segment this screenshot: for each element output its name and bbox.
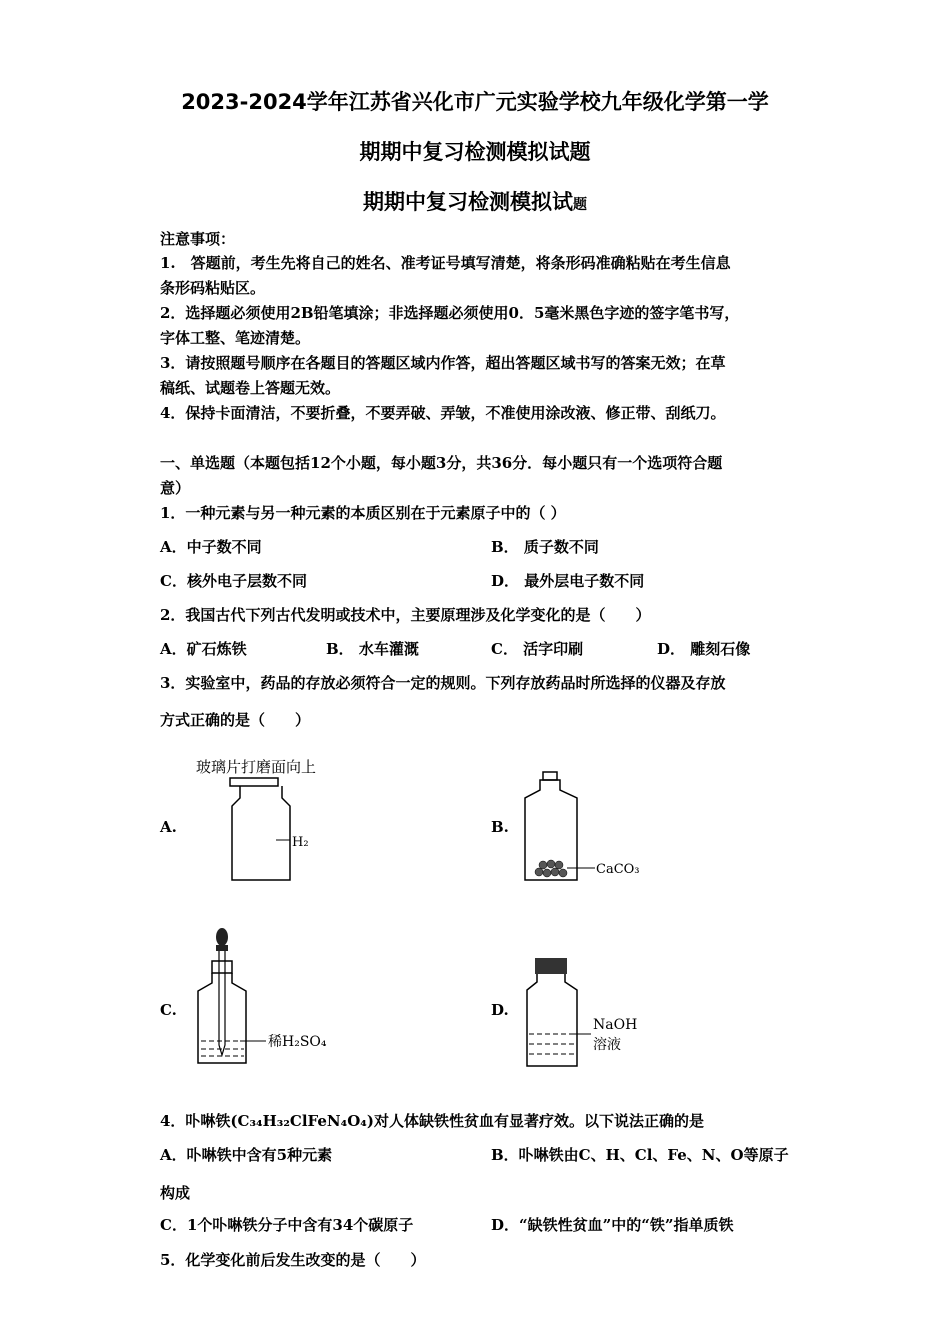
question-4-stem: 4．卟啉铁(C₃₄H₃₂ClFeN₄O₄)对人体缺铁性贫血有显著疗效。以下说法正确的是: [160, 1112, 704, 1130]
rubber-stopper-icon: [535, 958, 567, 974]
notice-line: 字体工整、笔迹清楚。: [160, 329, 311, 347]
dropper-bulb-icon: [216, 928, 228, 946]
figure-c-dropper-bottle: [190, 925, 360, 1070]
notice-line: 稿纸、试题卷上答题无效。: [160, 379, 341, 397]
q4-option-d: D．“缺铁性贫血”中的“铁”指单质铁: [491, 1216, 734, 1234]
q1-option-c: C．核外电子层数不同: [160, 572, 307, 590]
notice-heading: 注意事项：: [160, 230, 236, 248]
q2-option-a: A．矿石炼铁: [160, 640, 247, 658]
question-5-stem: 5．化学变化前后发生改变的是（ ）: [160, 1251, 426, 1269]
notice-line: 条形码粘贴区。: [160, 279, 266, 297]
q3-option-b-label: B.: [491, 818, 509, 836]
figure-a-caption: 玻璃片打磨面向上: [196, 758, 317, 776]
q4-option-b-cont: 构成: [160, 1184, 191, 1202]
question-2-stem: 2．我国古代下列古代发明或技术中，主要原理涉及化学变化的是（ ）: [160, 606, 651, 624]
q3-option-a-label: A.: [160, 818, 177, 836]
exam-title-line1: 2023-2024学年江苏省兴化市广元实验学校九年级化学第一学: [181, 90, 769, 114]
q2-option-b: B． 水车灌溉: [326, 640, 419, 658]
q4-option-c: C．1个卟啉铁分子中含有34个碳原子: [160, 1216, 414, 1234]
figure-d-label-2: 溶液: [593, 1037, 621, 1053]
q1-option-d: D． 最外层电子数不同: [491, 572, 645, 590]
q4-option-a: A．卟啉铁中含有5种元素: [160, 1146, 333, 1164]
notice-line: 1. 答题前，考生先将自己的姓名、准考证号填写清楚，将条形码准确粘贴在考生信息: [160, 254, 731, 272]
q2-option-c: C． 活字印刷: [491, 640, 584, 658]
q4-option-b: B．卟啉铁由C、H、Cl、Fe、N、O等原子: [491, 1146, 789, 1164]
notice-line: 4．保持卡面清洁，不要折叠，不要弄破、弄皱，不准使用涂改液、修正带、刮纸刀。: [160, 404, 726, 422]
figure-c-label: 稀H₂SO₄: [268, 1034, 327, 1050]
question-3-stem: 3．实验室中，药品的存放必须符合一定的规则。下列存放药品时所选择的仪器及存放: [160, 674, 726, 692]
exam-subtitle-main: 期期中复习检测模拟试: [363, 190, 573, 214]
figure-a-label: H₂: [292, 835, 309, 850]
figure-a-gas-jar: [190, 750, 360, 890]
glass-plate-icon: [230, 778, 278, 786]
exam-title-line2: 期期中复习检测模拟试题: [359, 140, 591, 164]
q2-option-d: D． 雕刻石像: [657, 640, 751, 658]
solid-granules-icon: [535, 860, 567, 877]
section-heading-cont: 意）: [160, 479, 191, 497]
q3-option-d-label: D.: [491, 1001, 509, 1019]
bottle-outline-icon: [232, 786, 290, 880]
question-3-stem-cont: 方式正确的是（ ）: [160, 711, 311, 729]
figure-b-reagent-bottle: [515, 768, 665, 888]
exam-subtitle: [0, 186, 950, 216]
q1-option-a: A．中子数不同: [160, 538, 262, 556]
figure-b-label: CaCO₃: [596, 862, 640, 877]
figure-d-label-1: NaOH: [593, 1017, 638, 1033]
figure-d-narrow-bottle: [515, 950, 665, 1072]
stopper-icon: [543, 772, 557, 780]
q1-option-b: B． 质子数不同: [491, 538, 599, 556]
notice-line: 3．请按照题号顺序在各题目的答题区域内作答，超出答题区域书写的答案无效；在草: [160, 354, 726, 372]
section-heading: 一、单选题（本题包括12个小题，每小题3分，共36分．每小题只有一个选项符合题: [160, 454, 723, 472]
exam-subtitle-tail: 题: [573, 197, 587, 213]
question-1-stem: 1．一种元素与另一种元素的本质区别在于元素原子中的（ ）: [160, 504, 566, 522]
q3-option-c-label: C.: [160, 1001, 177, 1019]
bottle-outline-icon: [527, 974, 577, 1066]
notice-line: 2．选择题必须使用2B铅笔填涂；非选择题必须使用0．5毫米黑色字迹的签字笔书写，: [160, 304, 740, 322]
